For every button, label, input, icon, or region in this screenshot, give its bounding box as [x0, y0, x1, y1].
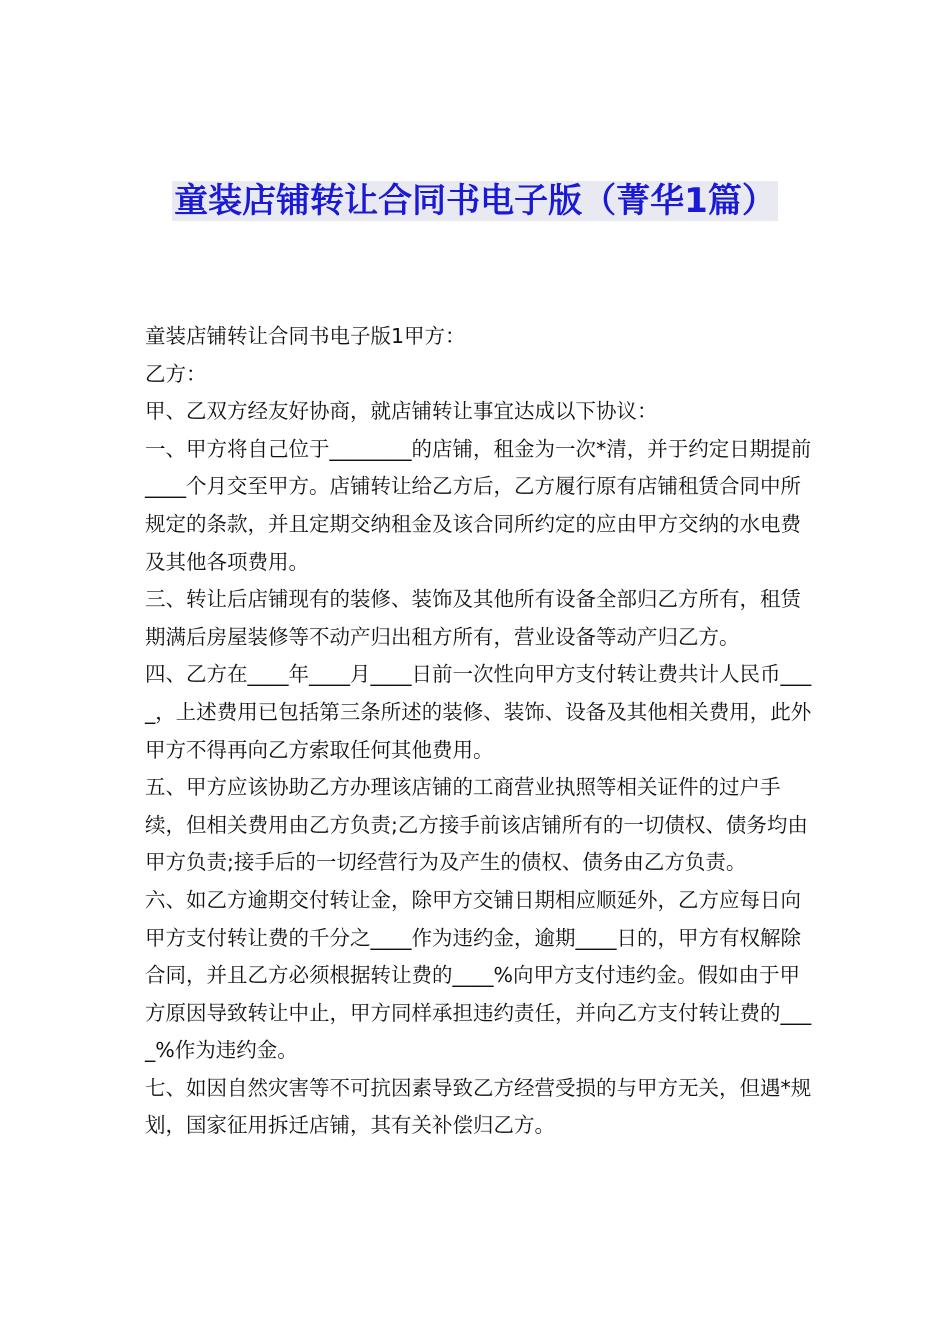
- paragraph-party-b: 乙方：: [145, 361, 207, 386]
- document-title-text: 童装店铺转让合同书电子版（菁华1篇）: [174, 181, 776, 221]
- paragraph-heading-parties: 童装店铺转让合同书电子版1甲方：: [145, 324, 466, 348]
- paragraph-clause-5: 五、甲方应该协助乙方办理该店铺的工商营业执照等相关证件的过户手续，但相关费用由乙方负责;乙方接手前该店铺所有的一切债权、债务均由甲方负责;接手后的一切经营行为及产生的债权、债务由乙方负责。: [145, 775, 808, 875]
- document-title: [150, 178, 800, 224]
- document-body: [145, 318, 815, 1145]
- paragraph-clause-1: 一、甲方将自己位于________的店铺，租金为一次*清，并于约定日期提前____个月交至甲方。店铺转让给乙方后，乙方履行原有店铺租赁合同中所规定的条款，并且定期交纳租金及该合同所约定的应由甲方交纳的水电费及其他各项费用。: [145, 436, 812, 574]
- paragraph-intro: 甲、乙双方经友好协商，就店铺转让事宜达成以下协议：: [145, 399, 658, 424]
- paragraph-clause-4: 四、乙方在____年____月____日前一次性向甲方支付转让费共计人民币____，上述费用已包括第三条所述的装修、装饰、设备及其他相关费用，此外甲方不得再向乙方索取任何其他费用。: [145, 662, 812, 762]
- paragraph-clause-6: 六、如乙方逾期交付转让金，除甲方交铺日期相应顺延外，乙方应每日向甲方支付转让费的千分之____作为违约金，逾期____日的，甲方有权解除合同，并且乙方必须根据转让费的____%向甲方支付违约金。假如由于甲方原因导致转让中止，甲方同样承担违约责任，并向乙方支付转让费的____%作为违约金。: [145, 887, 812, 1063]
- paragraph-clause-3: 三、转让后店铺现有的装修、装饰及其他所有设备全部归乙方所有，租赁期满后房屋装修等不动产归出租方所有，营业设备等动产归乙方。: [145, 587, 801, 649]
- paragraph-clause-7: 七、如因自然灾害等不可抗因素导致乙方经营受损的与甲方无关，但遇*规划，国家征用拆迁店铺，其有关补偿归乙方。: [145, 1075, 812, 1138]
